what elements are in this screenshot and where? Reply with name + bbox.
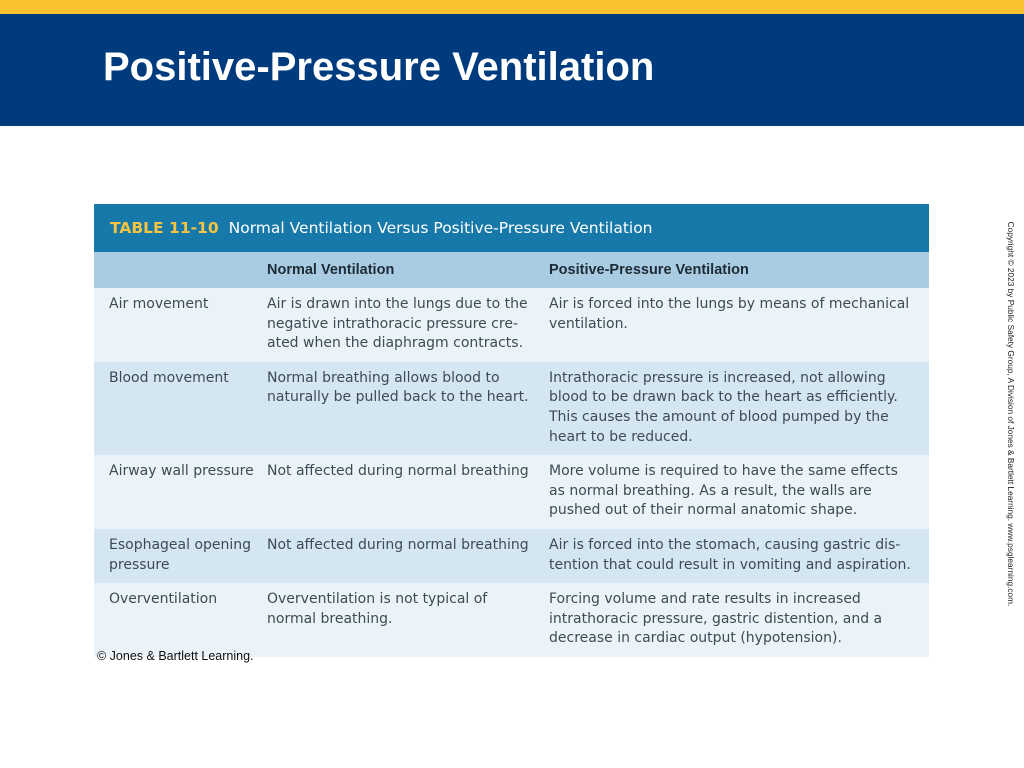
- image-credit: © Jones & Bartlett Learning.: [97, 649, 254, 663]
- positive-pressure-cell: Intrathoracic pressure is increased, not allowing blood to be drawn back to the heart as efficiently. This causes the amount of blood pumped by the heart to be reduced.: [549, 369, 898, 445]
- table-row: [94, 455, 929, 529]
- row-label: Airway wall pressure: [109, 463, 254, 480]
- column-header-normal-ventilation: Normal Ventilation: [267, 262, 395, 278]
- table-caption: Normal Ventilation Versus Positive-Pressure Ventilation: [228, 219, 653, 237]
- table-row: [94, 288, 929, 362]
- row-label: Overventilation: [109, 591, 218, 608]
- row-label: Air movement: [109, 296, 209, 312]
- column-header-positive-pressure-ventilation: Positive-Pressure Ventilation: [549, 262, 749, 278]
- positive-pressure-cell: Forcing volume and rate results in increased intrathoracic pressure, gastric distention, and a decrease in cardiac output (hypotension).: [549, 591, 883, 647]
- table-title-bar: [94, 204, 929, 252]
- positive-pressure-cell: More volume is required to have the same effects as normal breathing. As a result, the walls are pushed out of their normal anatomic shape.: [549, 463, 898, 519]
- vertical-copyright-notice: Copyright © 2023 by Public Safety Group, A Division of Jones & Bartlett Learning. www.psglearning.com.: [1006, 221, 1016, 607]
- row-label: Esophageal opening pressure: [109, 536, 252, 573]
- normal-ventilation-cell: Not affected during normal breathing: [267, 536, 529, 553]
- normal-ventilation-cell: Air is drawn into the lungs due to the negative intrathoracic pressure cre-ated when the diaphragm contracts.: [267, 296, 528, 352]
- table-row: [94, 583, 929, 657]
- table-row: [94, 362, 929, 455]
- normal-ventilation-cell: Not affected during normal breathing: [267, 463, 529, 480]
- positive-pressure-cell: Air is forced into the lungs by means of mechanical ventilation.: [549, 296, 910, 332]
- normal-ventilation-cell: Overventilation is not typical of normal breathing.: [267, 591, 488, 627]
- table-number: TABLE 11-10: [110, 219, 219, 237]
- comparison-table: [94, 204, 929, 657]
- row-label: Blood movement: [109, 369, 229, 386]
- slide-title: Positive-Pressure Ventilation: [103, 45, 655, 89]
- table-header-row: [94, 252, 929, 288]
- table-row: [94, 529, 929, 583]
- normal-ventilation-cell: Normal breathing allows blood to naturally be pulled back to the heart.: [267, 369, 529, 406]
- positive-pressure-cell: Air is forced into the stomach, causing gastric dis-tention that could result in vomiting and aspiration.: [549, 536, 911, 573]
- top-accent-stripe: [0, 0, 1024, 14]
